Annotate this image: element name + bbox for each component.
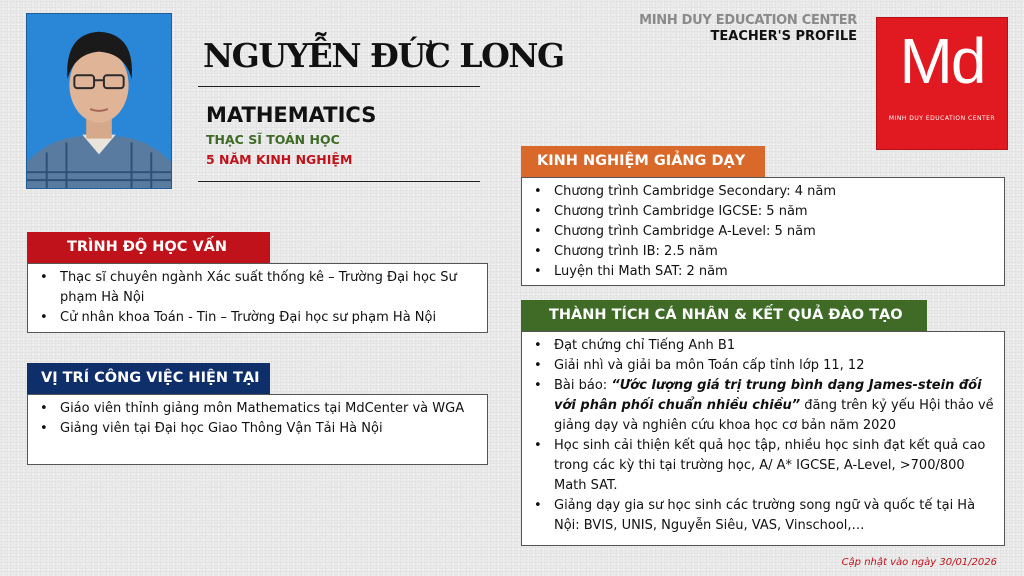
- degree: THẠC SĨ TOÁN HỌC: [206, 132, 340, 147]
- updated-date: Cập nhật vào ngày 30/01/2026: [841, 557, 997, 568]
- current-position-box: [27, 394, 488, 465]
- list-item: • Giảng viên tại Đại học Giao Thông Vận Tải Hà Nội: [38, 419, 477, 439]
- list-item: • Chương trình Cambridge IGCSE: 5 năm: [532, 202, 994, 222]
- paper-title: “Ước lượng giá trị trung bình dạng James-stein đối với phân phối chuẩn nhiều chiều”: [554, 378, 982, 413]
- list-item: [532, 376, 994, 436]
- paper-suffix: đăng trên kỷ yếu Hội thảo về giảng dạy và nghiên cứu khoa học cơ bản năm 2020: [554, 398, 994, 433]
- list-item: • Giải nhì và giải ba môn Toán cấp tỉnh lớp 11, 12: [532, 356, 994, 376]
- teaching-experience-list: [522, 178, 1004, 286]
- list-item: • Chương trình Cambridge A-Level: 5 năm: [532, 222, 994, 242]
- list-item: • Chương trình IB: 2.5 năm: [532, 242, 994, 262]
- achievements-header: THÀNH TÍCH CÁ NHÂN & KẾT QUẢ ĐÀO TẠO: [521, 300, 927, 331]
- current-position-header: VỊ TRÍ CÔNG VIỆC HIỆN TẠI: [27, 363, 270, 394]
- list-item: • Học sinh cải thiện kết quả học tập, nhiều học sinh đạt kết quả cao trong các kỳ thi tại trường học, A/ A* IGCSE, A-Level, >700/800 Math SAT.: [532, 436, 994, 496]
- education-box: [27, 263, 488, 333]
- list-item: • Cử nhân khoa Toán - Tin – Trường Đại học sư phạm Hà Nội: [38, 308, 477, 328]
- list-item: • Giảng dạy gia sư học sinh các trường song ngữ và quốc tế tại Hà Nội: BVIS, UNIS, Nguyễn Siêu, VAS, Vinschool,…: [532, 496, 994, 536]
- center-name: MINH DUY EDUCATION CENTER: [639, 13, 857, 28]
- list-item: • Đạt chứng chỉ Tiếng Anh B1: [532, 336, 994, 356]
- teaching-experience-header: KINH NGHIỆM GIẢNG DẠY: [521, 146, 765, 177]
- education-list: [28, 264, 487, 332]
- education-header: TRÌNH ĐỘ HỌC VẤN: [27, 232, 270, 263]
- experience-years: 5 NĂM KINH NGHIỆM: [206, 152, 353, 167]
- current-position-list: [28, 395, 487, 443]
- md-logo: [876, 17, 1008, 150]
- paper-prefix: Bài báo:: [554, 378, 612, 393]
- list-item: • Giáo viên thỉnh giảng môn Mathematics tại MdCenter và WGA: [38, 399, 477, 419]
- list-item: • Luyện thi Math SAT: 2 năm: [532, 262, 994, 282]
- teacher-name: NGUYỄN ĐỨC LONG: [203, 36, 564, 75]
- logo-caption: MINH DUY EDUCATION CENTER: [888, 115, 996, 122]
- divider-top: [198, 86, 480, 87]
- teaching-experience-box: [521, 177, 1005, 286]
- subject: MATHEMATICS: [206, 103, 377, 127]
- divider-bottom: [198, 181, 480, 182]
- teacher-photo: [26, 13, 172, 189]
- list-item: • Thạc sĩ chuyên ngành Xác suất thống kê – Trường Đại học Sư phạm Hà Nội: [38, 268, 477, 308]
- list-item: • Chương trình Cambridge Secondary: 4 năm: [532, 182, 994, 202]
- profile-label: TEACHER'S PROFILE: [710, 29, 857, 44]
- achievements-list: [522, 332, 1004, 540]
- achievements-box: [521, 331, 1005, 546]
- logo-mark: Md: [899, 25, 985, 97]
